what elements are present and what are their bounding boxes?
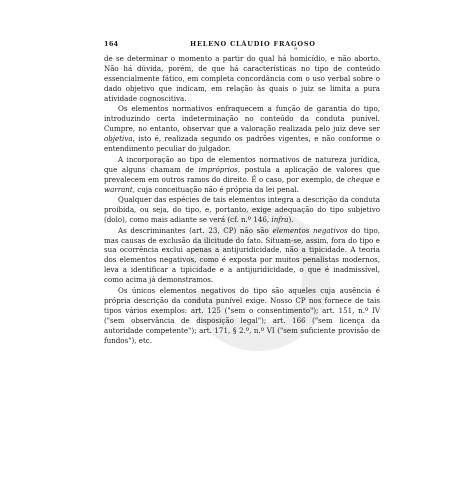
page-number: 164 <box>104 40 119 48</box>
paragraph <box>104 226 380 286</box>
paragraph-text: e <box>373 174 380 184</box>
italic-term: cheque <box>347 174 374 184</box>
paragraph-text: de se determinar o momento a partir do qual há homicídio, e não aborto. Não há dúvida, porém, de que há características no tipo de conteúdo essencialmente fático, em completa concordância com o uso verbal sobre o dado objetivo que indicam, em relação às quais o juiz se limita a pura atividade cognoscitiva. <box>104 54 380 103</box>
running-head-author: HELENO CLÁUDIO FRAGOSO <box>190 40 316 48</box>
italic-term: impróprios <box>198 164 238 174</box>
paragraph <box>104 104 380 154</box>
paragraph-text: , cuja conceituação não é própria da lei penal. <box>132 184 299 194</box>
paragraph-text: Os elementos normativos enfraquecem a função de garantia do tipo, introduzindo certa indeterminação no conteúdo da conduta punível. Cumpre, no entanto, observar que a valoração realizada pelo juiz deve ser <box>104 104 380 134</box>
paragraph-text: Os únicos elementos negativos do tipo são aqueles cuja ausência é própria descrição da conduta punível exige. Nosso CP nos fornece de tais tipos vários exemplos: art. 125 ("sem o consentimento"); art. 151, n.º IV ("sem observância de disposição legal"); art. 166 ("sem licença da autoridade competente"); art. 171, § 2.º, n.º VI ("sem suficiente provisão de fundos"), etc. <box>104 285 380 345</box>
paragraph-text: do tipo, mas causas de exclusão da ilicitude do fato. Situam-se, assim, fora do tipo e sua ocorrência exclui apenas a antijuridicidade, não a tipicidade. A teoria dos elementos negativos, como é exposta por muitos penalistas modernos, leva a identificar a tipicidade e a antijuridicidade, o que é inadmissível, como acima já demonstramos. <box>104 225 380 285</box>
paragraph-text: , postula a aplicação de valores que prevalecem em outros ramos do direito. É o caso, por exemplo, de <box>104 164 380 184</box>
paragraph-text: ). <box>288 215 294 225</box>
paragraph-text: As descriminantes (art. 23, CP) não são <box>118 225 273 235</box>
italic-term: objetiva <box>104 134 133 144</box>
running-head-mark: " <box>294 47 298 55</box>
body-text <box>104 54 380 346</box>
paragraph <box>104 195 380 225</box>
italic-term: warrant <box>104 184 133 194</box>
italic-term: infra <box>271 215 289 225</box>
paragraph-text: Qualquer das espécies de tais elementos integra a descrição da conduta proibida, ou seja, do tipo, e, portanto, exige adequação do tipo subjetivo (dolo), como mais adiante se verá (cf. n.º 146, <box>104 195 380 225</box>
paragraph <box>104 54 380 104</box>
paragraph <box>104 286 380 346</box>
running-head <box>104 40 380 55</box>
italic-term: elementos negativos <box>272 225 348 235</box>
paragraph-text: A incorporação ao tipo de elementos normativos de natureza jurídica, que alguns chamam de <box>104 154 380 174</box>
paragraph-text: , isto é, realizada segundo os padrões vigentes, e não conforme o entendimento peculiar do julgador. <box>104 134 380 154</box>
paragraph <box>104 155 380 195</box>
